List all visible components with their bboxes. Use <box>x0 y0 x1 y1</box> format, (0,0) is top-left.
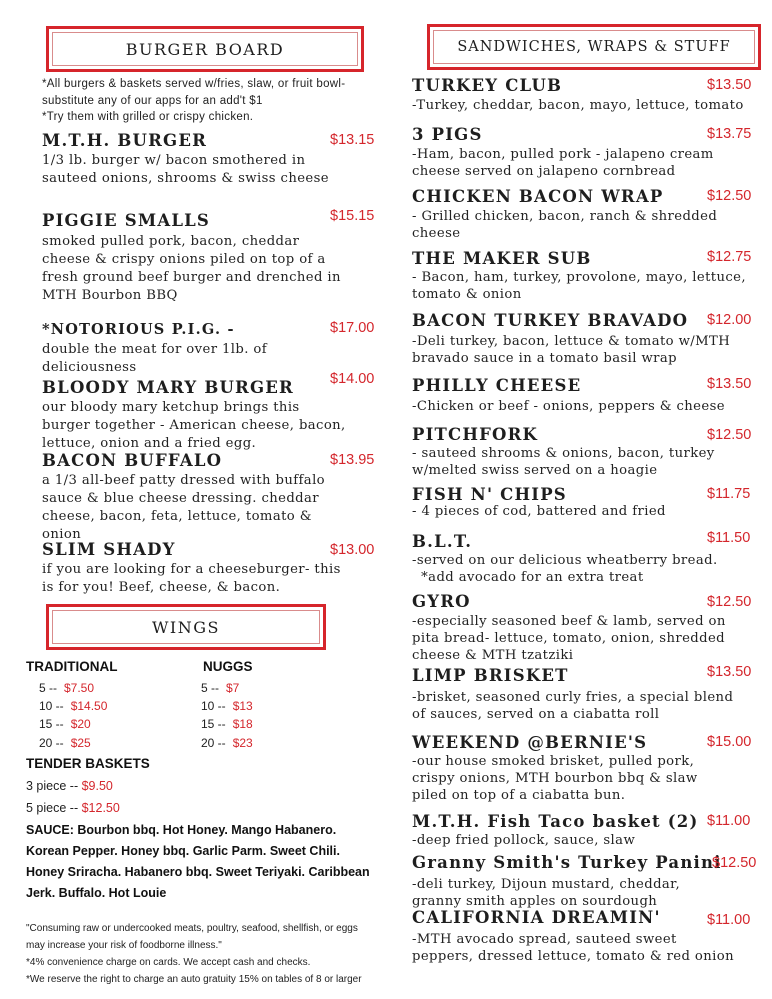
item-name-mth-burger: M.T.H. BURGER <box>42 131 208 150</box>
item-desc-fish-n-chips: - 4 pieces of cod, battered and fried <box>412 504 666 519</box>
sandwiches-title: SANDWICHES, WRAPS & STUFF <box>433 30 755 64</box>
nuggs-row <box>201 699 253 713</box>
item-name-notorious-pig: *NOTORIOUS P.I.G. - <box>42 321 235 338</box>
item-desc-bacon-turkey-bravado: -Deli turkey, bacon, lettuce & tomato w/MTH bravado sauce in a tomato basil wrap <box>412 334 731 366</box>
wings-header-box <box>46 604 326 650</box>
item-price-pitchfork: $12.50 <box>707 427 752 443</box>
item-price-fish-n-chips: $11.75 <box>707 486 751 502</box>
item-price-gyro: $12.50 <box>707 594 752 610</box>
sauce-line: Jerk. Buffalo. Hot Louie <box>26 886 167 900</box>
item-name-3-pigs: 3 PIGS <box>412 125 483 144</box>
nuggs-price: $23 <box>232 736 253 750</box>
footer-line: "Consuming raw or undercooked meats, poultry, seafood, shellfish, or eggs <box>26 923 358 934</box>
nuggs-label: NUGGS <box>203 659 253 674</box>
item-price-bacon-buffalo: $13.95 <box>330 452 375 468</box>
item-desc-notorious-pig: double the meat for over 1lb. of deliciousness <box>42 342 268 375</box>
sandwiches-header-box <box>427 24 761 70</box>
wings-title: WINGS <box>52 610 320 644</box>
nuggs-qty: 5 -- <box>201 681 219 695</box>
item-desc-gyro: -especially seasoned beef & lamb, served on pita bread- lettuce, tomato, onion, shredded cheese & MTH tzatziki <box>412 614 726 663</box>
burger-note-1: *All burgers & baskets served w/fries, slaw, or fruit bowl- substitute any of our apps for an add't $1 <box>42 78 346 107</box>
item-name-philly-cheese: PHILLY CHEESE <box>412 376 582 395</box>
traditional-row <box>39 699 107 713</box>
tender-price: $9.50 <box>81 779 113 793</box>
sauce-list <box>26 820 406 904</box>
item-price-fish-taco-basket: $11.00 <box>707 813 751 829</box>
item-desc-fish-taco-basket: -deep fried pollock, sauce, slaw <box>412 833 636 848</box>
item-price-limp-brisket: $13.50 <box>707 664 752 680</box>
traditional-label: TRADITIONAL <box>26 659 118 674</box>
item-name-granny-smiths-panini: Granny Smith's Turkey Panini <box>412 853 722 872</box>
footer-line: *We reserve the right to charge an auto gratuity 15% on tables of 8 or larger <box>26 974 362 985</box>
item-desc-granny-smiths-panini: -deli turkey, Dijoun mustard, cheddar, granny smith apples on sourdough <box>412 877 681 909</box>
tender-qty: 3 piece -- <box>26 779 79 793</box>
item-price-california-dreamin: $11.00 <box>707 912 751 928</box>
tender-qty: 5 piece -- <box>26 801 79 815</box>
traditional-row <box>39 681 94 695</box>
wing-qty: 10 -- <box>39 699 64 713</box>
footer-line: may increase your risk of foodborne illness." <box>26 940 222 951</box>
item-price-chicken-bacon-wrap: $12.50 <box>707 188 752 204</box>
item-name-chicken-bacon-wrap: CHICKEN BACON WRAP <box>412 187 664 206</box>
wing-price: $14.50 <box>70 699 108 713</box>
item-name-bacon-turkey-bravado: BACON TURKEY BRAVADO <box>412 311 689 330</box>
item-name-bacon-buffalo: BACON BUFFALO <box>42 451 223 470</box>
item-desc-turkey-club: -Turkey, cheddar, bacon, mayo, lettuce, tomato <box>412 98 744 113</box>
item-name-limp-brisket: LIMP BRISKET <box>412 666 569 685</box>
item-price-bacon-turkey-bravado: $12.00 <box>707 312 752 328</box>
traditional-row <box>39 717 91 731</box>
nuggs-qty: 20 -- <box>201 736 226 750</box>
tender-baskets-label: TENDER BASKETS <box>26 756 150 771</box>
item-name-pitchfork: PITCHFORK <box>412 425 539 444</box>
item-name-fish-taco-basket: M.T.H. Fish Taco basket (2) <box>412 812 699 831</box>
sauce-line: Honey Sriracha. Habanero bbq. Sweet Teriyaki. Caribbean <box>26 865 370 879</box>
tender-row <box>26 779 113 793</box>
wing-price: $7.50 <box>64 681 95 695</box>
item-name-weekend-at-bernies: WEEKEND @BERNIE'S <box>412 733 648 752</box>
wing-qty: 5 -- <box>39 681 57 695</box>
nuggs-row <box>201 681 239 695</box>
item-price-3-pigs: $13.75 <box>707 126 752 142</box>
item-desc-california-dreamin: -MTH avocado spread, sauteed sweet peppers, dressed lettuce, tomato & red onion <box>412 932 734 964</box>
item-price-granny-smiths-panini: $12.50 <box>712 855 757 871</box>
item-desc-chicken-bacon-wrap: - Grilled chicken, bacon, ranch & shredded cheese <box>412 209 718 241</box>
nuggs-qty: 15 -- <box>201 717 226 731</box>
item-price-mth-burger: $13.15 <box>330 132 375 148</box>
item-name-turkey-club: TURKEY CLUB <box>412 76 563 95</box>
nuggs-price: $18 <box>232 717 253 731</box>
nuggs-row <box>201 717 253 731</box>
item-desc-mth-burger: 1/3 lb. burger w/ bacon smothered in sauteed onions, shrooms & swiss cheese <box>42 153 329 186</box>
item-name-bloody-mary-burger: BLOODY MARY BURGER <box>42 378 294 397</box>
item-price-philly-cheese: $13.50 <box>707 376 752 392</box>
footer-line: *4% convenience charge on cards. We accept cash and checks. <box>26 957 311 968</box>
sauce-line: SAUCE: Bourbon bbq. Hot Honey. Mango Habanero. <box>26 823 337 837</box>
item-price-turkey-club: $13.50 <box>707 77 752 93</box>
item-desc-slim-shady: if you are looking for a cheeseburger- this is for you! Beef, cheese, & bacon. <box>42 562 341 595</box>
item-name-blt: B.L.T. <box>412 532 473 551</box>
nuggs-price: $13 <box>232 699 253 713</box>
tender-row <box>26 801 120 815</box>
item-desc-pitchfork: - sauteed shrooms & onions, bacon, turkey w/melted swiss served on a hoagie <box>412 446 715 478</box>
sauce-line: Korean Pepper. Honey bbq. Garlic Parm. Sweet Chili. <box>26 844 340 858</box>
item-name-the-maker-sub: THE MAKER SUB <box>412 249 592 268</box>
wing-qty: 20 -- <box>39 736 64 750</box>
wing-price: $20 <box>70 717 91 731</box>
traditional-row <box>39 736 91 750</box>
footer-disclaimer <box>26 920 411 988</box>
item-name-slim-shady: SLIM SHADY <box>42 540 176 559</box>
item-price-slim-shady: $13.00 <box>330 542 375 558</box>
item-price-blt: $11.50 <box>707 530 751 546</box>
burger-board-header-box <box>46 26 364 72</box>
item-price-bloody-mary-burger: $14.00 <box>330 371 375 387</box>
item-desc-blt: -served on our delicious wheatberry bread. *add avocado for an extra treat <box>412 553 718 585</box>
wing-price: $25 <box>70 736 91 750</box>
burger-board-title: BURGER BOARD <box>52 32 358 66</box>
item-name-gyro: GYRO <box>412 592 471 611</box>
item-desc-bacon-buffalo: a 1/3 all-beef patty dressed with buffalo sauce & blue cheese dressing. cheddar cheese, bacon, feta, lettuce, tomato & onion <box>42 473 326 542</box>
item-desc-3-pigs: -Ham, bacon, pulled pork - jalapeno cream cheese served on jalapeno cornbread <box>412 147 714 179</box>
nuggs-qty: 10 -- <box>201 699 226 713</box>
tender-price: $12.50 <box>81 801 120 815</box>
item-name-california-dreamin: CALIFORNIA DREAMIN' <box>412 908 661 927</box>
wing-qty: 15 -- <box>39 717 64 731</box>
nuggs-price: $7 <box>226 681 240 695</box>
item-desc-weekend-at-bernies: -our house smoked brisket, pulled pork, crispy onions, MTH bourbon bbq & slaw piled on top of a ciabatta bun. <box>412 754 698 803</box>
item-name-fish-n-chips: FISH N' CHIPS <box>412 485 567 504</box>
item-desc-bloody-mary-burger: our bloody mary ketchup brings this burger together - American cheese, bacon, lettuce, onion and a fried egg. <box>42 400 346 451</box>
nuggs-row <box>201 736 253 750</box>
item-name-piggie-smalls: PIGGIE SMALLS <box>42 211 211 230</box>
item-price-the-maker-sub: $12.75 <box>707 249 752 265</box>
item-price-weekend-at-bernies: $15.00 <box>707 734 752 750</box>
item-desc-the-maker-sub: - Bacon, ham, turkey, provolone, mayo, lettuce, tomato & onion <box>412 270 746 302</box>
burger-note-2: *Try them with grilled or crispy chicken. <box>42 111 254 123</box>
item-desc-limp-brisket: -brisket, seasoned curly fries, a special blend of sauces, served on a ciabatta roll <box>412 690 734 722</box>
item-desc-piggie-smalls: smoked pulled pork, bacon, cheddar cheese & crispy onions piled on top of a fresh ground beef burger and drenched in MTH Bourbon BBQ <box>42 234 341 303</box>
item-price-notorious-pig: $17.00 <box>330 320 375 336</box>
item-desc-philly-cheese: -Chicken or beef - onions, peppers & cheese <box>412 399 725 414</box>
item-price-piggie-smalls: $15.15 <box>330 208 375 224</box>
